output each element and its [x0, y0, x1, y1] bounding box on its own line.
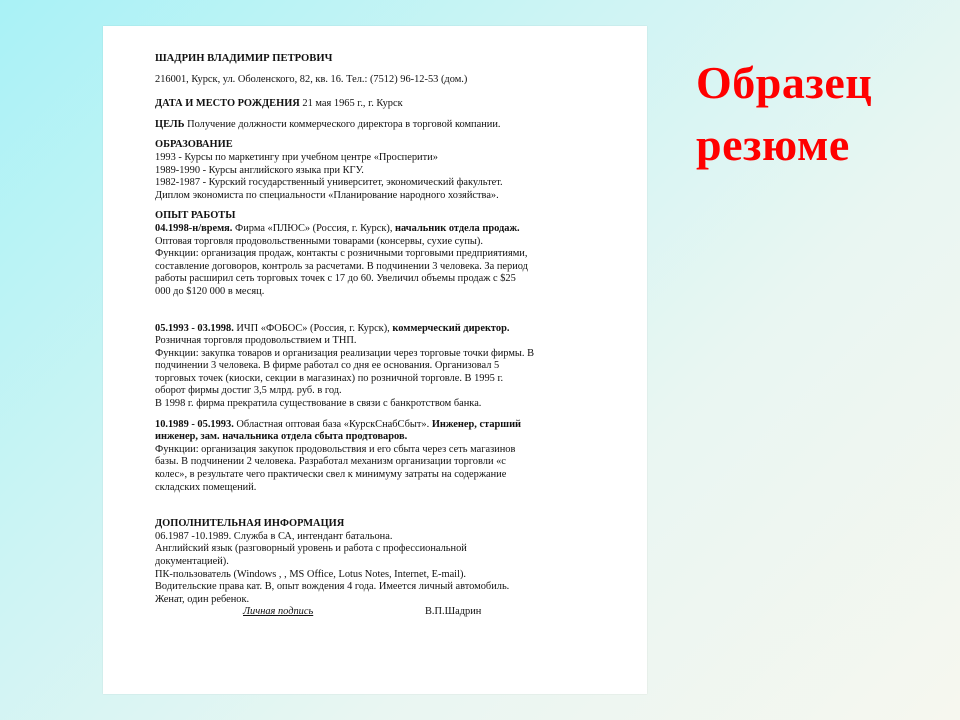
- job3-position-line2: инженер, зам. начальника отдела сбыта продтоваров.: [155, 431, 408, 443]
- resume-content: [155, 53, 603, 620]
- signature-name: В.П.Шадрин: [425, 606, 482, 618]
- resume-sheet: [103, 26, 647, 694]
- job3-title: [155, 419, 603, 432]
- education-line: 1989-1990 - Курсы английского языка при КГУ.: [155, 164, 364, 176]
- job2-line: подчинении 3 человека. В фирме работал со дня ее основания. Организовал 5: [155, 360, 500, 372]
- job1-line: составление договоров, контроль за расчетами. В подчинении 3 человека. За период: [155, 260, 528, 272]
- education-heading: ОБРАЗОВАНИЕ: [155, 139, 233, 151]
- job2-line: Розничная торговля продовольствием и ТНП.: [155, 335, 357, 347]
- birth-value: 21 мая 1965 г., г. Курск: [302, 98, 403, 110]
- additional-line: Женат, один ребенок.: [155, 593, 250, 605]
- job2-period: 05.1993 - 03.1998.: [155, 322, 234, 334]
- resume-name: ШАДРИН ВЛАДИМИР ПЕТРОВИЧ: [155, 53, 333, 64]
- education-line: 1982-1987 - Курский государственный университет, экономический факультет.: [155, 177, 503, 189]
- signature-label: Личная подпись: [243, 606, 314, 618]
- resume-address: 216001, Курск, ул. Оболенского, 82, кв. 16. Тел.: (7512) 96-12-53 (дом.): [155, 73, 468, 85]
- education-line: 1993 - Курсы по маркетингу при учебном центре «Просперити»: [155, 151, 438, 163]
- job2-line: оборот фирмы достиг 3,5 млрд. руб. в год.: [155, 385, 342, 397]
- job3-line: базы. В подчинении 2 человека. Разработал механизм организации торговли «с: [155, 456, 506, 468]
- job3-line: складских помещений.: [155, 481, 257, 493]
- job1-line: Оптовая торговля продовольственными товарами (консервы, сухие супы).: [155, 235, 483, 247]
- additional-line: ПК-пользователь (Windows , , MS Office, Lotus Notes, Internet, E-mail).: [155, 568, 467, 580]
- experience-heading: ОПЫТ РАБОТЫ: [155, 210, 236, 222]
- job3-line: Функции: организация закупок продовольствия и его сбыта через сеть магазинов: [155, 443, 516, 455]
- job1-period: 04.1998-н/время.: [155, 222, 233, 234]
- slide-title: [696, 52, 936, 176]
- additional-line: 06.1987 -10.1989. Служба в СА, интендант батальона.: [155, 530, 393, 542]
- job2-line: В 1998 г. фирма прекратила существование в связи с банкротством банка.: [155, 398, 482, 410]
- job2-line: торговых точек (киоски, секции в магазинах) по розничной торговле. В 1995 г.: [155, 372, 504, 384]
- education-line: Диплом экономиста по специальности «Планирование народного хозяйства».: [155, 189, 499, 201]
- additional-heading: ДОПОЛНИТЕЛЬНАЯ ИНФОРМАЦИЯ: [155, 518, 345, 530]
- goal-line: [155, 119, 603, 132]
- job3-line: колес», в результате чего практически свел к минимуму затраты на содержание: [155, 469, 507, 481]
- additional-line: Водительские права кат. В, опыт вождения 4 года. Имеется личный автомобиль.: [155, 581, 510, 593]
- job3-period: 10.1989 - 05.1993.: [155, 418, 234, 430]
- job1-company: Фирма «ПЛЮС» (Россия, г. Курск),: [235, 222, 393, 234]
- job3-position-line1: Инженер, старший: [431, 418, 522, 430]
- job1-line: работы расширил сеть торговых точек с 17 до 60. Увеличил объемы продаж с $25: [155, 273, 516, 285]
- additional-line: документацией).: [155, 556, 229, 567]
- job2-title: [155, 323, 603, 336]
- job2-position: коммерческий директор.: [392, 322, 510, 334]
- job2-company: ИЧП «ФОБОС» (Россия, г. Курск),: [236, 322, 390, 334]
- job2-line: Функции: закупка товаров и организация реализации через торговые точки фирмы. В: [155, 347, 535, 359]
- signature-row: [155, 606, 603, 620]
- slide-title-line1: Образец: [696, 57, 873, 108]
- goal-value: Получение должности коммерческого директора в торговой компании.: [187, 118, 501, 130]
- goal-label: ЦЕЛЬ: [155, 118, 185, 130]
- job1-title: [155, 223, 603, 236]
- job1-line: Функции: организация продаж, контакты с розничными торговыми предприятиями,: [155, 248, 528, 260]
- job3-company: Областная оптовая база «КурскСнабСбыт».: [236, 418, 430, 430]
- additional-line: Английский язык (разговорный уровень и работа с профессиональной: [155, 543, 467, 555]
- job1-position: начальник отдела продаж.: [395, 222, 520, 234]
- slide-title-line2: резюме: [696, 119, 850, 170]
- birth-line: [155, 98, 603, 111]
- birth-label: ДАТА И МЕСТО РОЖДЕНИЯ: [155, 98, 300, 110]
- job1-line: 000 до $120 000 в месяц.: [155, 285, 265, 297]
